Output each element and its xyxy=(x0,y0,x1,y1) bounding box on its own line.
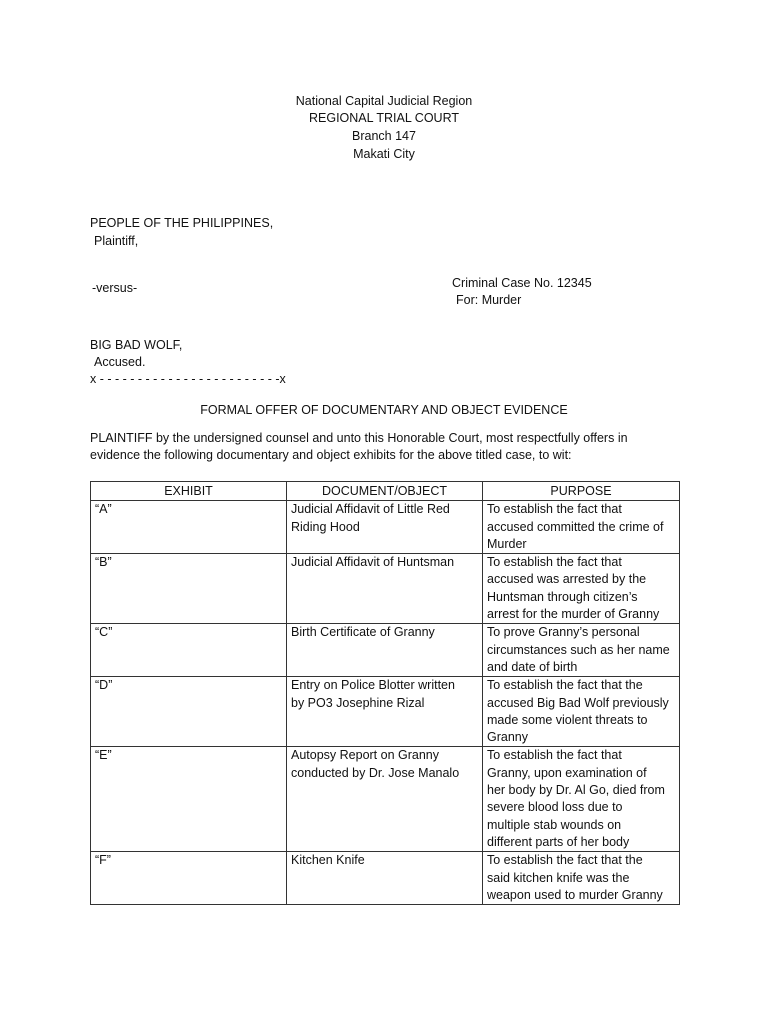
purpose-cell xyxy=(483,501,680,554)
purpose-line: Granny xyxy=(487,730,528,745)
table-row xyxy=(91,624,680,677)
document-line: Kitchen Knife xyxy=(291,853,365,868)
court-name: REGIONAL TRIAL COURT xyxy=(308,111,460,125)
exhibit-cell xyxy=(91,852,287,905)
table-row xyxy=(91,747,680,852)
document-line: Birth Certificate of Granny xyxy=(291,625,435,640)
purpose-line: made some violent threats to xyxy=(487,712,648,727)
header-exhibit: EXHIBIT xyxy=(91,482,287,501)
header-purpose: PURPOSE xyxy=(483,482,680,501)
intro-line-1: PLAINTIFF by the undersigned counsel and unto this Honorable Court, most respectfully offers in xyxy=(90,431,628,445)
purpose-line: weapon used to murder Granny xyxy=(487,887,663,902)
document-line: Entry on Police Blotter written xyxy=(291,678,455,693)
document-cell xyxy=(287,624,483,677)
table-header-row xyxy=(91,482,680,501)
purpose-line: multiple stab wounds on xyxy=(487,817,622,832)
caption-separator: x - - - - - - - - - - - - - - - - - - - - - - - -x xyxy=(90,372,286,386)
purpose-line: severe blood loss due to xyxy=(487,800,623,815)
exhibit-label: “A” xyxy=(95,502,112,517)
purpose-line: To establish the fact that the xyxy=(487,678,643,693)
purpose-line: different parts of her body xyxy=(487,834,630,849)
exhibit-cell xyxy=(91,624,287,677)
exhibit-label: “D” xyxy=(95,678,113,693)
table-row xyxy=(91,554,680,624)
document-line: Judicial Affidavit of Huntsman xyxy=(291,555,455,570)
case-number: Criminal Case No. 12345 xyxy=(452,276,592,290)
judicial-region: National Capital Judicial Region xyxy=(295,94,473,108)
document-line: by PO3 Josephine Rizal xyxy=(291,695,425,710)
exhibit-cell xyxy=(91,677,287,747)
document-cell xyxy=(287,501,483,554)
intro-line-2: evidence the following documentary and object exhibits for the above titled case, to wit: xyxy=(90,448,572,462)
plaintiff-name: PEOPLE OF THE PHILIPPINES, xyxy=(90,216,274,230)
purpose-line: said kitchen knife was the xyxy=(487,870,630,885)
exhibit-label: “B” xyxy=(95,555,112,570)
header-document-object: DOCUMENT/OBJECT xyxy=(287,482,483,501)
versus-label: -versus- xyxy=(92,281,138,295)
purpose-line: Granny, upon examination of xyxy=(487,765,647,780)
table-row xyxy=(91,501,680,554)
court-city: Makati City xyxy=(353,147,415,161)
case-offense: For: Murder xyxy=(456,293,522,307)
exhibit-cell xyxy=(91,747,287,852)
document-cell xyxy=(287,852,483,905)
document-line: Autopsy Report on Granny xyxy=(291,748,439,763)
purpose-line: Huntsman through citizen’s xyxy=(487,589,638,604)
purpose-line: To prove Granny’s personal xyxy=(487,625,640,640)
plaintiff-role: Plaintiff, xyxy=(94,234,139,248)
exhibit-label: “C” xyxy=(95,625,113,640)
exhibit-label: “F” xyxy=(95,853,111,868)
purpose-line: circumstances such as her name xyxy=(487,642,670,657)
purpose-line: arrest for the murder of Granny xyxy=(487,607,660,622)
document-line: Judicial Affidavit of Little Red xyxy=(291,502,450,517)
document-cell xyxy=(287,554,483,624)
exhibit-label: “E” xyxy=(95,748,112,763)
exhibit-cell xyxy=(91,501,287,554)
purpose-line: accused Big Bad Wolf previously xyxy=(487,695,669,710)
document-cell xyxy=(287,747,483,852)
exhibit-cell xyxy=(91,554,287,624)
purpose-line: To establish the fact that xyxy=(487,748,622,763)
accused-name: BIG BAD WOLF, xyxy=(90,338,183,352)
purpose-cell xyxy=(483,747,680,852)
exhibits-table xyxy=(90,481,680,905)
purpose-line: To establish the fact that the xyxy=(487,853,643,868)
document-line: Riding Hood xyxy=(291,519,360,534)
purpose-line: accused committed the crime of xyxy=(487,519,664,534)
document-title: FORMAL OFFER OF DOCUMENTARY AND OBJECT EVIDENCE xyxy=(200,403,568,417)
table-row xyxy=(91,677,680,747)
purpose-cell xyxy=(483,677,680,747)
purpose-cell xyxy=(483,852,680,905)
purpose-line: Murder xyxy=(487,536,527,551)
document-line: conducted by Dr. Jose Manalo xyxy=(291,765,460,780)
purpose-line: To establish the fact that xyxy=(487,502,622,517)
purpose-line: and date of birth xyxy=(487,659,578,674)
purpose-line: her body by Dr. Al Go, died from xyxy=(487,783,665,798)
purpose-line: To establish the fact that xyxy=(487,555,622,570)
table-row xyxy=(91,852,680,905)
accused-role: Accused. xyxy=(94,355,146,369)
purpose-line: accused was arrested by the xyxy=(487,572,647,587)
court-branch: Branch 147 xyxy=(352,129,416,143)
purpose-cell xyxy=(483,554,680,624)
document-cell xyxy=(287,677,483,747)
purpose-cell xyxy=(483,624,680,677)
